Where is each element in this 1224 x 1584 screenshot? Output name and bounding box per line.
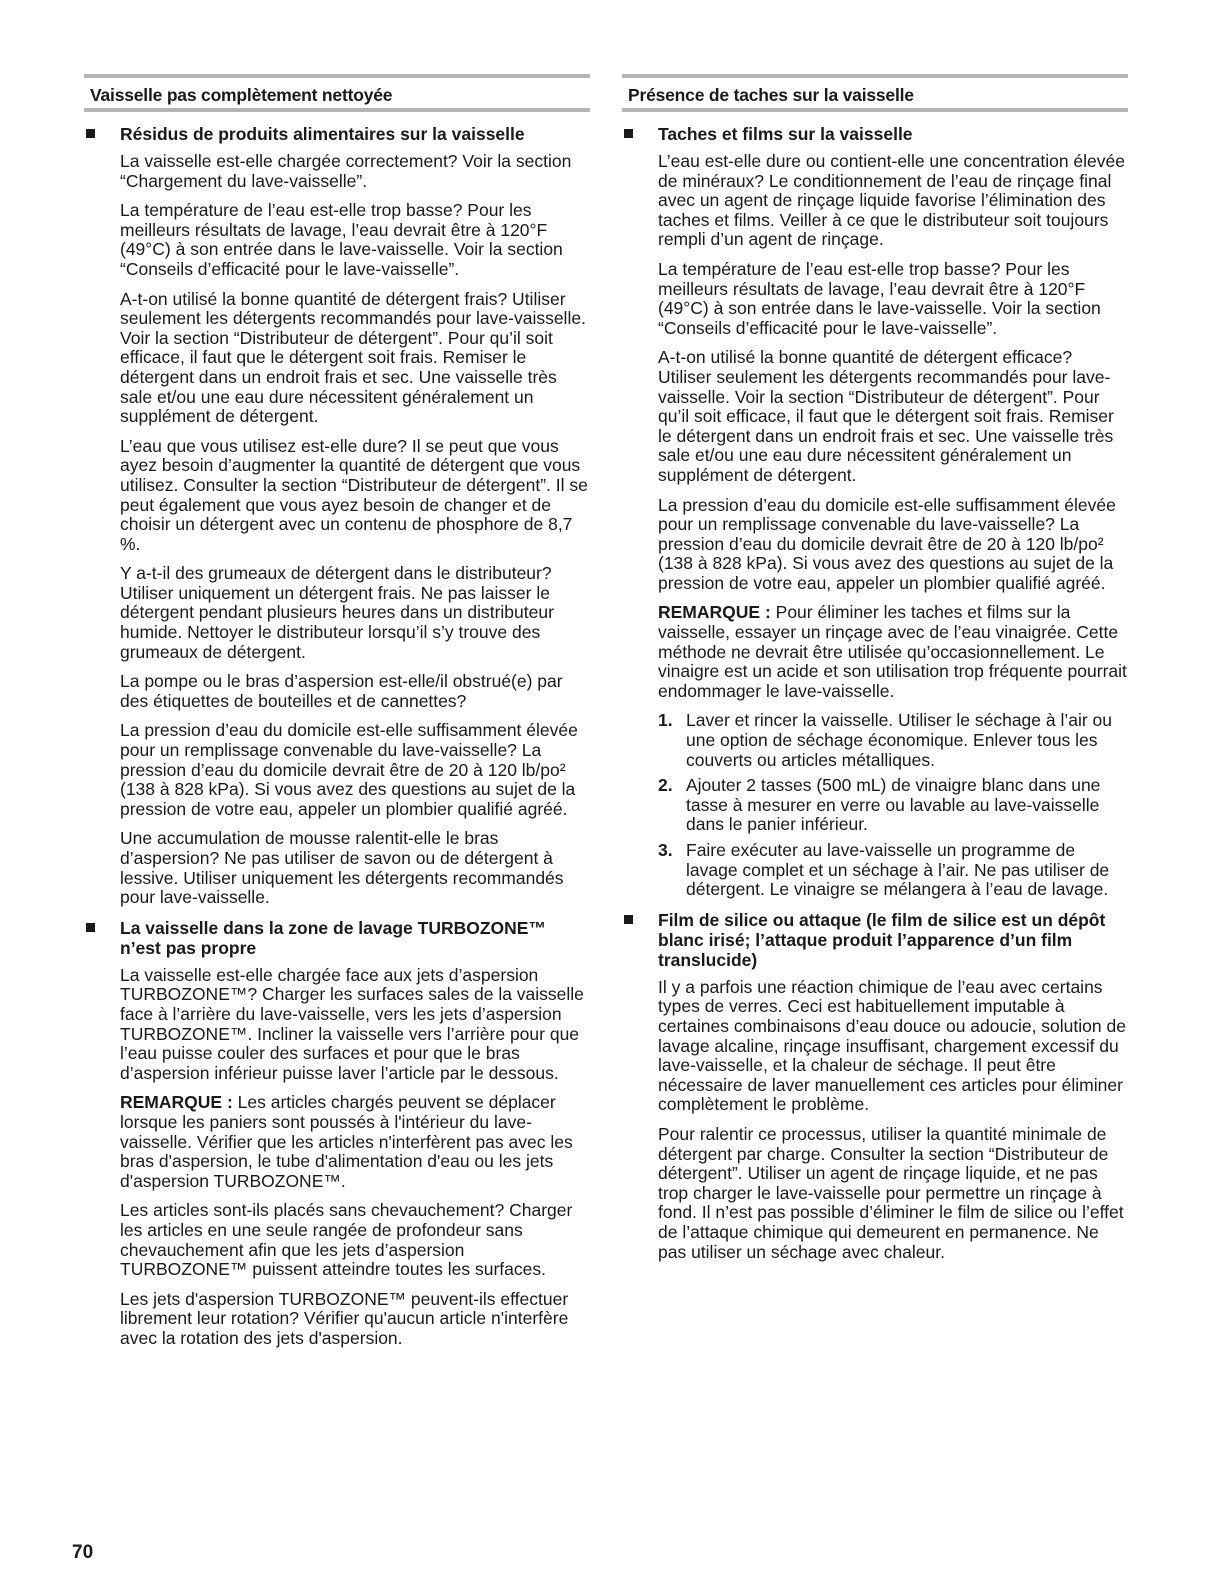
note-label: REMARQUE : — [120, 1092, 233, 1113]
paragraph: La pompe ou le bras d’aspersion est-elle/il obstrué(e) par des étiquettes de bouteilles et de cannettes? — [120, 671, 563, 711]
note-text: Pour éliminer les taches et films sur la vaisselle, essayer un rinçage avec de l’eau vinaigrée. Cette méthode ne devrait être utilisée qu’occasionnellement. Le vinaigre est un acide et son utilisation trop fréquente pourrait endommager le lave-vaisselle. — [658, 602, 1127, 701]
issue-turbozone — [84, 918, 590, 1349]
paragraph: Pour ralentir ce processus, utiliser la quantité minimale de détergent par charge. Consulter la section “Distributeur de détergent”. Utiliser un agent de rinçage liquide, et ne pas trop charger le lave-vaisselle pour permettre un rinçage à fond. Il n’est pas possible d’éliminer le film de silice ou l’effet de l’attaque chimique qui demeurent en permanence. Ne pas utiliser un séchage avec chaleur. — [658, 1123, 1124, 1262]
bullet-icon — [86, 923, 95, 932]
page-number: 70 — [72, 1542, 94, 1563]
bullet-icon — [624, 129, 633, 138]
bullet-icon — [86, 129, 95, 138]
bullet-icon — [624, 915, 633, 924]
note-text: Les articles chargés peuvent se déplacer lorsque les paniers sont poussés à l'intérieur du lave-vaisselle. Vérifier que les articles n'interfèrent pas avec les bras d'aspersion, le tube d'alimentation d'eau ou les jets d'aspersion TURBOZONE™. — [120, 1092, 573, 1191]
issue-title: La vaisselle dans la zone de lavage TURBOZONE™ n’est pas propre — [120, 917, 546, 958]
issue-title: Résidus de produits alimentaires sur la vaisselle — [120, 124, 525, 144]
section-header: Vaisselle pas complètement nettoyée — [84, 74, 590, 112]
step-text: Laver et rincer la vaisselle. Utiliser le séchage à l’air ou une option de séchage économique. Enlever tous les couverts ou articles métalliques. — [686, 710, 1113, 770]
paragraph: A-t-on utilisé la bonne quantité de détergent efficace? Utiliser seulement les détergents recommandés pour lave-vaisselle. Voir la section “Distributeur de détergent”. Pour qu’il soit efficace, il faut que le détergent soit frais. Remiser le détergent dans un endroit frais et sec. Une vaisselle très sale et/ou une eau dure nécessitent généralement un supplément de détergent. — [658, 347, 1114, 485]
paragraph: Il y a parfois une réaction chimique de l’eau avec certains types de verres. Ceci est habituellement imputable à certaines combinaisons d’eau douce ou adoucie, solution de lavage alcaline, rinçage insuffisant, chargement excessif du lave-vaisselle, et la chaleur de séchage. Il peut être nécessaire de laver manuellement ces articles pour éliminer complètement le problème. — [658, 976, 1126, 1115]
section-header: Présence de taches sur la vaisselle — [622, 74, 1128, 112]
left-column — [84, 74, 590, 1358]
paragraph: L’eau est-elle dure ou contient-elle une concentration élevée de minéraux? Le conditionnement de l’eau de rinçage final avec un agent de rinçage liquide favorise l’élimination des taches et films. Veiller à ce que le distributeur soit toujours rempli d’un agent de rinçage. — [658, 151, 1125, 250]
paragraph: L’eau que vous utilisez est-elle dure? Il se peut que vous ayez besoin d’augmenter la quantité de détergent que vous utilisez. Consulter la section “Distributeur de détergent”. Il se peut également que vous ayez besoin de changer et de choisir un détergent avec un contenu de phosphore de 8,7 %. — [120, 435, 588, 554]
paragraph: Y a-t-il des grumeaux de détergent dans le distributeur? Utiliser uniquement un détergent frais. Ne pas laisser le détergent pendant plusieurs heures dans un distributeur humide. Nettoyer le distributeur lorsqu’il s’y trouve des grumeaux de détergent. — [120, 563, 554, 662]
paragraph: La vaisselle est-elle chargée correctement? Voir la section “Chargement du lave-vaisselle”. — [120, 151, 572, 191]
note-paragraph — [120, 1093, 590, 1191]
steps-list — [658, 711, 1128, 899]
paragraph: La température de l’eau est-elle trop basse? Pour les meilleurs résultats de lavage, l’eau devrait être à 120°F (49°C) à son entrée dans le lave-vaisselle. Voir la section “Conseils d’efficacité pour le lave-vaisselle”. — [658, 258, 1101, 338]
right-column — [622, 74, 1128, 1272]
step-item — [658, 776, 1128, 835]
issue-title: Taches et films sur la vaisselle — [658, 124, 913, 144]
step-number: 2. — [658, 775, 673, 796]
issue-spots-films — [622, 124, 1128, 900]
paragraph: Les jets d'aspersion TURBOZONE™ peuvent-ils effectuer librement leur rotation? Vérifier qu'aucun article n'interfère avec la rotation des jets d'aspersion. — [120, 1288, 569, 1348]
step-text: Faire exécuter au lave-vaisselle un programme de lavage complet et un séchage à l’air. Ne pas utiliser de détergent. Le vinaigre se mélangera à l’eau de lavage. — [686, 840, 1110, 900]
note-label: REMARQUE : — [658, 602, 771, 623]
issue-title: Film de silice ou attaque (le film de silice est un dépôt blanc irisé; l’attaque produit l’apparence d’un film translucide) — [658, 909, 1106, 970]
paragraph: La température de l’eau est-elle trop basse? Pour les meilleurs résultats de lavage, l’eau devrait être à 120°F (49°C) à son entrée dans le lave-vaisselle. Voir la section “Conseils d’efficacité pour le lave-vaisselle”. — [120, 200, 563, 279]
step-number: 3. — [658, 840, 673, 860]
paragraph: La pression d’eau du domicile est-elle suffisamment élevée pour un remplissage convenable du lave-vaisselle? La pression d’eau du domicile devrait être de 20 à 120 lb/po² (138 à 828 kPa). Si vous avez des questions au sujet de la pression de votre eau, appeler un plombier qualifié agréé. — [658, 494, 1116, 593]
step-text: Ajouter 2 tasses (500 mL) de vinaigre blanc dans une tasse à mesurer en verre ou lavable au lave-vaisselle dans le panier inférieur. — [686, 775, 1101, 835]
step-item — [658, 711, 1128, 770]
paragraph: Les articles sont-ils placés sans chevauchement? Charger les articles en une seule rangée de profondeur sans chevauchement afin que les jets d’aspersion TURBOZONE™ puissent atteindre toutes les surfaces. — [120, 1200, 573, 1280]
paragraph: A-t-on utilisé la bonne quantité de détergent frais? Utiliser seulement les détergents recommandés pour lave-vaisselle. Voir la section “Distributeur de détergent”. Pour qu’il soit efficace, il faut que le détergent soit frais. Remiser le détergent dans un endroit frais et sec. Une vaisselle très sale et/ou une eau dure nécessitent généralement un supplément de détergent. — [120, 288, 586, 427]
step-item — [658, 841, 1128, 900]
issue-food-residue — [84, 124, 590, 908]
issue-silica-film — [622, 910, 1128, 1262]
paragraph: La vaisselle est-elle chargée face aux jets d’aspersion TURBOZONE™? Charger les surfaces sales de la vaisselle face à l’arrière du lave-vaisselle, vers les jets d’aspersion TURBOZONE™. Incliner la vaisselle vers l’arrière pour que l’eau puisse couler des surfaces et pour que le bras d’aspersion inférieur puisse laver l’article par le dessous. — [120, 964, 584, 1083]
paragraph: Une accumulation de mousse ralentit-elle le bras d’aspersion? Ne pas utiliser de savon ou de détergent à lessive. Utiliser uniquement les détergents recommandés pour lave-vaisselle. — [120, 828, 564, 908]
step-number: 1. — [658, 710, 673, 731]
paragraph: La pression d’eau du domicile est-elle suffisamment élevée pour un remplissage convenable du lave-vaisselle? La pression d’eau du domicile devrait être de 20 à 120 lb/po² (138 à 828 kPa). Si vous avez des questions au sujet de la pression de votre eau, appeler un plombier qualifié agréé. — [120, 720, 578, 819]
note-paragraph — [658, 603, 1128, 701]
